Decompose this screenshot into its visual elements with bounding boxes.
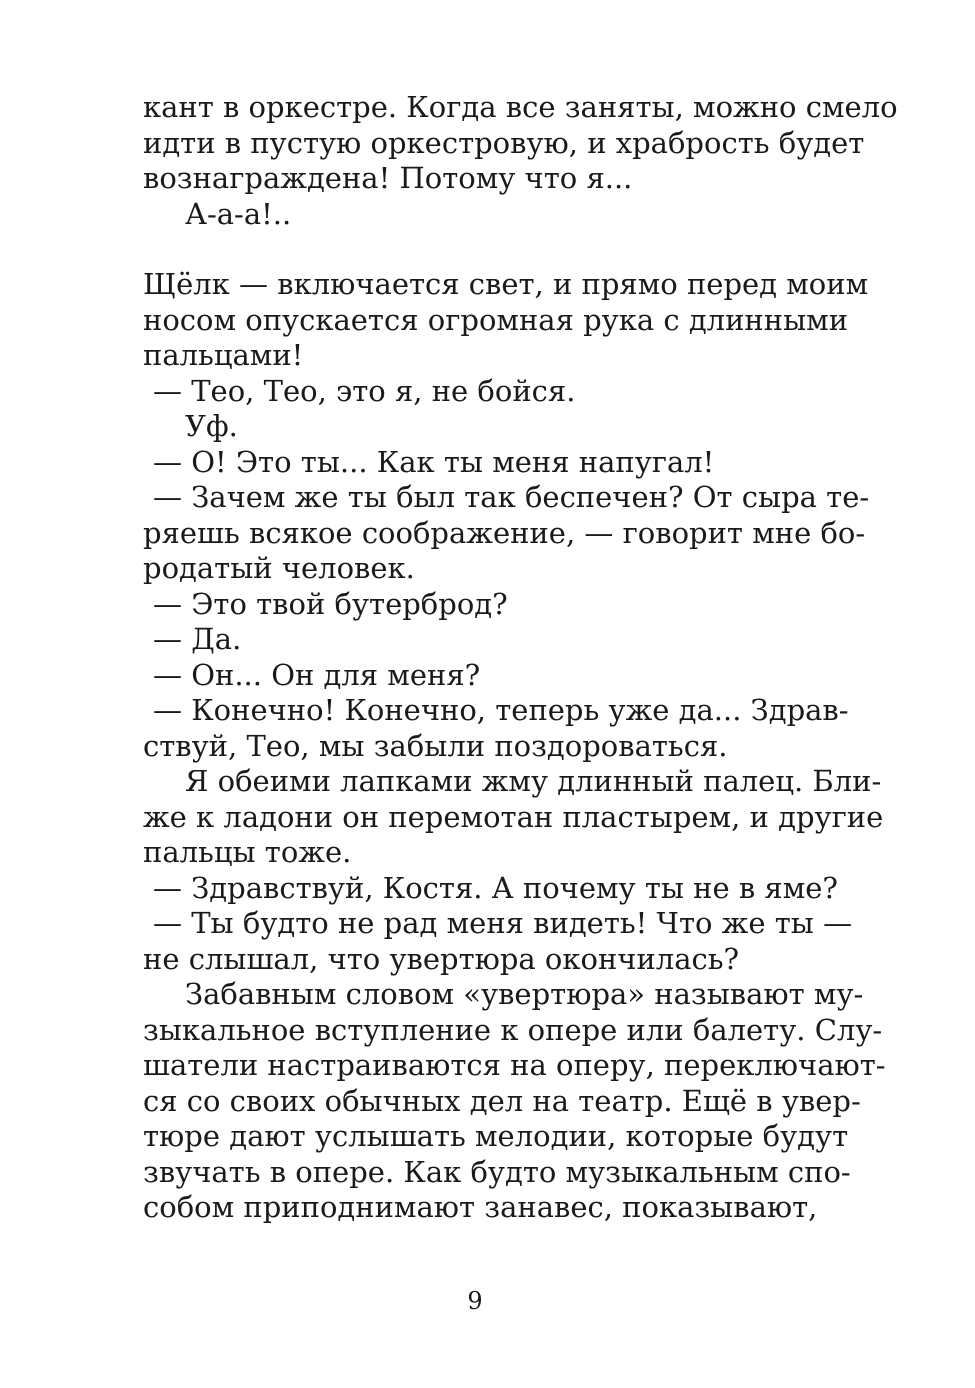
text-section-1 xyxy=(143,90,898,232)
text-line: вознаграждена! Потому что я... xyxy=(143,161,633,195)
dialogue-line: — Ты будто не рад меня видеть! Что же ты — xyxy=(153,906,853,940)
text-line: не слышал, что увертюра окончилась? xyxy=(143,941,740,976)
text-line: ствуй, Тео, мы забыли поздороваться. xyxy=(143,728,728,763)
dialogue-line: — Здравствуй, Костя. А почему ты не в яме? xyxy=(153,870,838,905)
dialogue-line: — Он... Он для меня? xyxy=(153,657,481,692)
page-number: 9 xyxy=(467,1287,483,1315)
text-line: носом опускается огромная рука с длинными xyxy=(143,302,849,337)
text-line: родатый человек. xyxy=(143,551,415,585)
text-line: ся со своих обычных дел на театр. Ещё в увер- xyxy=(143,1083,861,1118)
text-line: собом приподнимают занавес, показывают, xyxy=(143,1190,818,1224)
text-line: шатели настраиваются на оперу, переключают- xyxy=(143,1048,886,1082)
text-line: звучать в опере. Как будто музыкальным спо- xyxy=(143,1154,851,1189)
dialogue-line: — Это твой бутерброд? xyxy=(153,586,508,621)
text-line: А-а-а!.. xyxy=(185,196,292,231)
text-line: же к ладони он перемотан пластырем, и другие xyxy=(143,799,884,834)
text-line: идти в пустую оркестровую, и храбрость будет xyxy=(143,125,865,160)
dialogue-line: — Зачем же ты был так беспечен? От сыра те- xyxy=(153,480,870,514)
text-line: тюре дают услышать мелодии, которые будут xyxy=(143,1119,849,1153)
dialogue-line: — Тео, Тео, это я, не бойся. xyxy=(153,373,576,408)
text-line: пальцы тоже. xyxy=(143,835,352,869)
text-line: пальцами! xyxy=(143,338,304,372)
text-line: Щёлк — включается свет, и прямо перед моим xyxy=(143,267,869,301)
text-line: Уф. xyxy=(185,409,238,443)
dialogue-line: — Да. xyxy=(153,622,242,656)
text-line: зыкальное вступление к опере или балету. Слу- xyxy=(143,1012,883,1047)
text-line: ряешь всякое соображение, — говорит мне бо- xyxy=(143,515,866,550)
text-line: Я обеими лапками жму длинный палец. Бли- xyxy=(185,764,882,798)
text-line: Забавным словом «увертюра» называют му- xyxy=(185,977,864,1011)
dialogue-line: — Конечно! Конечно, теперь уже да... Здрав- xyxy=(153,693,849,727)
dialogue-line: — О! Это ты... Как ты меня напугал! xyxy=(153,444,715,479)
text-section-2 xyxy=(143,267,886,1226)
text-line: кант в оркестре. Когда все заняты, можно смело xyxy=(143,90,898,124)
